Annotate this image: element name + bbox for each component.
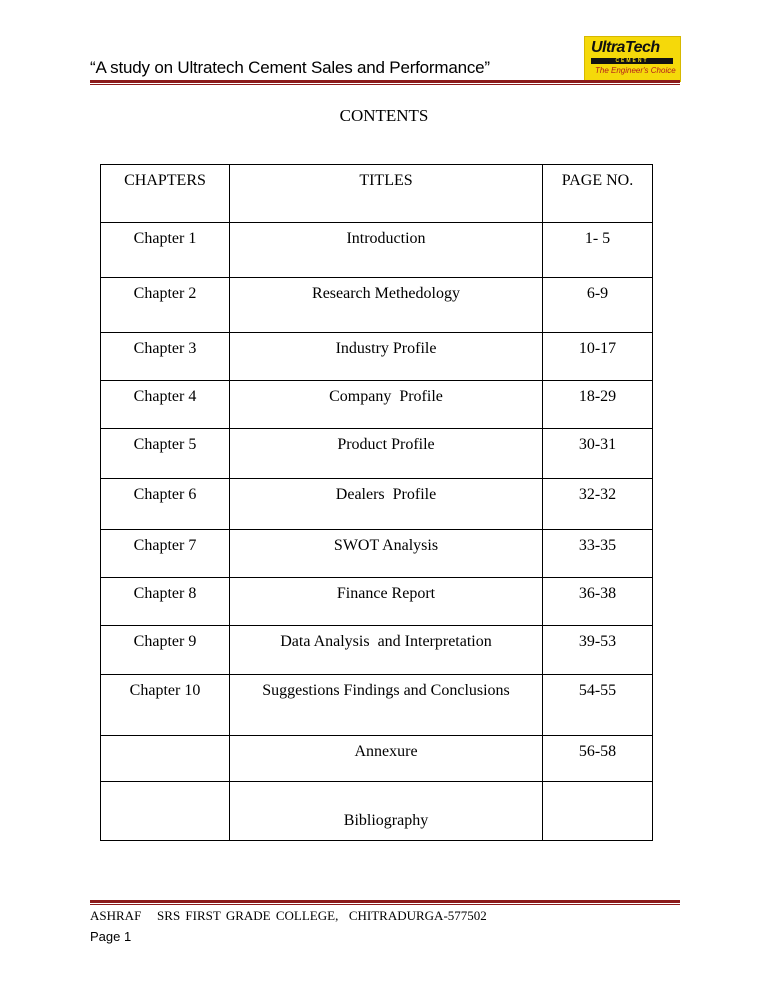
chapter-cell: Chapter 10 xyxy=(101,675,230,736)
pages-cell: 32-32 xyxy=(543,479,653,530)
chapter-cell: Chapter 1 xyxy=(101,223,230,278)
chapter-cell: Chapter 9 xyxy=(101,626,230,675)
logo-sub: CEMENT xyxy=(615,58,649,64)
title-cell: Finance Report xyxy=(230,578,543,626)
table-row xyxy=(101,223,653,278)
pages-cell xyxy=(543,782,653,841)
chapter-cell: Chapter 7 xyxy=(101,530,230,578)
table-row xyxy=(101,381,653,429)
document-header-title: “A study on Ultratech Cement Sales and Performance” xyxy=(90,58,490,77)
table-row xyxy=(101,782,653,841)
title-cell: SWOT Analysis xyxy=(230,530,543,578)
chapter-cell: Chapter 4 xyxy=(101,381,230,429)
chapter-cell xyxy=(101,782,230,841)
pages-cell: 39-53 xyxy=(543,626,653,675)
title-cell: Product Profile xyxy=(230,429,543,479)
title-cell: Introduction xyxy=(230,223,543,278)
pages-cell: 30-31 xyxy=(543,429,653,479)
title-cell: Industry Profile xyxy=(230,333,543,381)
contents-heading: CONTENTS xyxy=(339,106,429,125)
pages-cell: 6-9 xyxy=(543,278,653,333)
table-row xyxy=(101,675,653,736)
title-cell: Annexure xyxy=(230,736,543,782)
chapter-cell: Chapter 6 xyxy=(101,479,230,530)
table-row xyxy=(101,626,653,675)
header-rule-thick xyxy=(90,80,680,83)
ultratech-logo xyxy=(584,36,681,82)
title-cell: Suggestions Findings and Conclusions xyxy=(230,675,543,736)
title-cell: Company Profile xyxy=(230,381,543,429)
chapter-cell: Chapter 5 xyxy=(101,429,230,479)
title-cell: Research Methedology xyxy=(230,278,543,333)
chapter-cell: Chapter 3 xyxy=(101,333,230,381)
table-row xyxy=(101,278,653,333)
pages-cell: 36-38 xyxy=(543,578,653,626)
chapter-cell xyxy=(101,736,230,782)
footer-rule-thin xyxy=(90,904,680,905)
pages-cell: 10-17 xyxy=(543,333,653,381)
header-cell-page-no: PAGE NO. xyxy=(543,165,653,223)
chapter-cell: Chapter 8 xyxy=(101,578,230,626)
contents-table xyxy=(100,164,653,841)
table-row xyxy=(101,429,653,479)
pages-cell: 54-55 xyxy=(543,675,653,736)
table-row xyxy=(101,479,653,530)
table-row xyxy=(101,530,653,578)
title-cell: Data Analysis and Interpretation xyxy=(230,626,543,675)
table-header-row xyxy=(101,165,653,223)
header-cell-chapters: CHAPTERS xyxy=(101,165,230,223)
header-rule-thin xyxy=(90,84,680,85)
pages-cell: 33-35 xyxy=(543,530,653,578)
title-cell: Bibliography xyxy=(230,782,543,841)
pages-cell: 1- 5 xyxy=(543,223,653,278)
logo-brand: UltraTech xyxy=(591,39,660,56)
chapter-cell: Chapter 2 xyxy=(101,278,230,333)
header-cell-titles: TITLES xyxy=(230,165,543,223)
footer-author-college: ASHRAF SRS FIRST GRADE COLLEGE, CHITRADURGA-577502 xyxy=(90,908,487,923)
pages-cell: 18-29 xyxy=(543,381,653,429)
table-row xyxy=(101,578,653,626)
table-row xyxy=(101,736,653,782)
title-cell: Dealers Profile xyxy=(230,479,543,530)
footer-rule-thick xyxy=(90,900,680,903)
table-row xyxy=(101,333,653,381)
pages-cell: 56-58 xyxy=(543,736,653,782)
page-number: Page 1 xyxy=(90,929,132,944)
logo-tagline: The Engineer's Choice xyxy=(595,66,676,75)
